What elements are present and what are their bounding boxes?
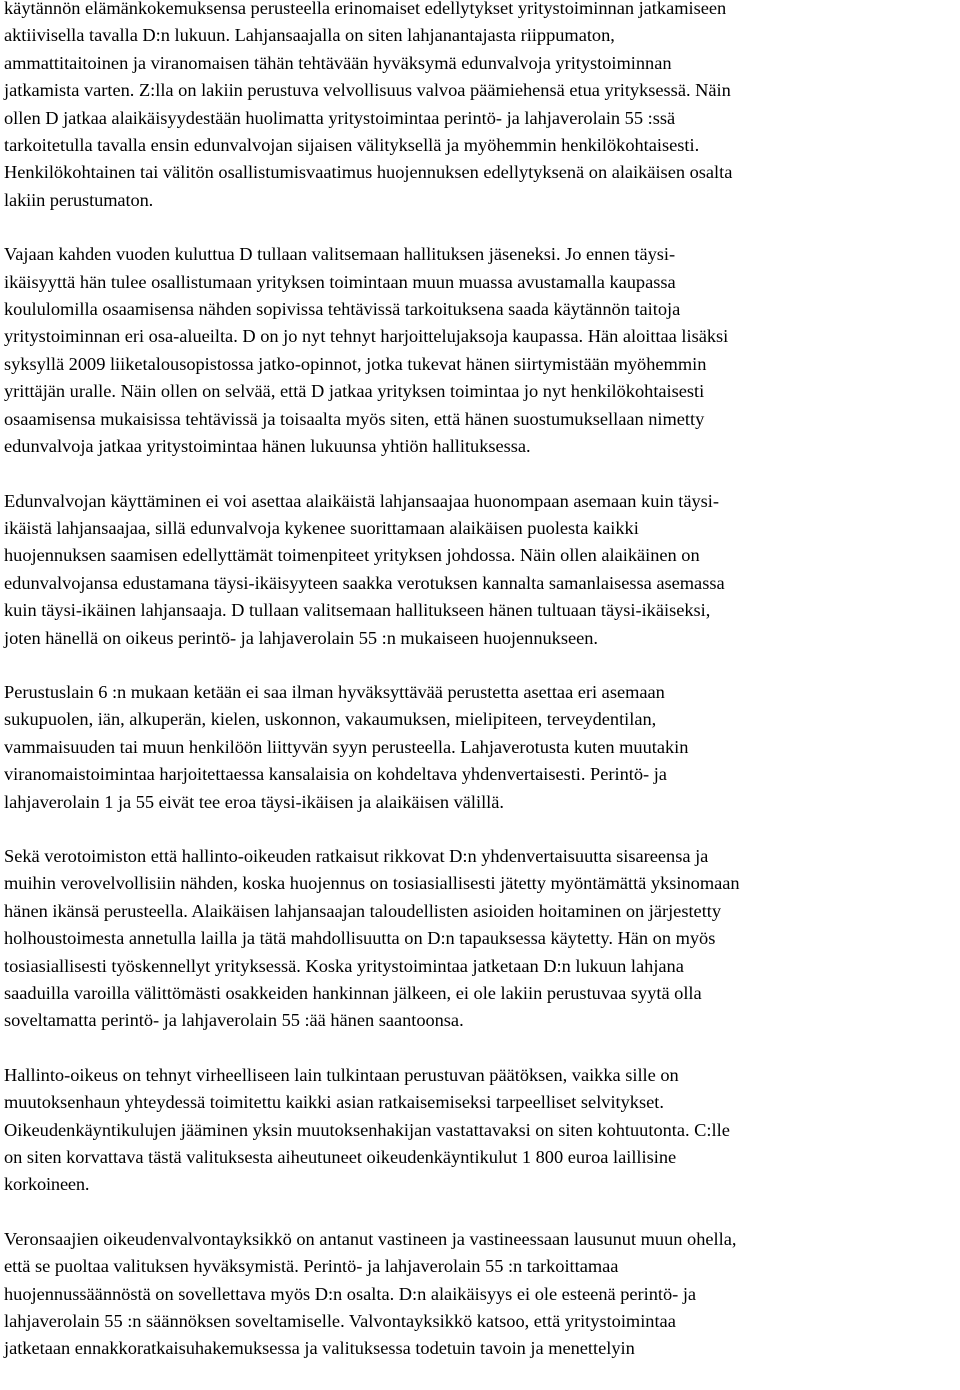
- paragraph: [4, 843, 960, 1035]
- text-line: että se puoltaa valituksen hyväksymistä. Perintö- ja lahjaverolain 55 :n tarkoittamaa: [4, 1256, 619, 1277]
- text-line: käytännön elämänkokemuksensa perusteella erinomaiset edellytykset yritystoiminnan jatkamiseen: [4, 0, 727, 18]
- paragraph: [4, 1226, 960, 1363]
- text-line: tarkoitetulla tavalla ensin edunvalvojan sijaisen välityksellä ja myöhemmin henkilökohtaisesti.: [4, 135, 700, 156]
- text-line: viranomaistoimintaa harjoitettaessa kansalaisia on kohdeltava yhdenvertaisesti. Perintö- ja: [4, 764, 667, 785]
- text-line: Vajaan kahden vuoden kuluttua D tullaan valitsemaan hallituksen jäseneksi. Jo ennen täysi-: [4, 244, 676, 265]
- document-page: [4, 0, 960, 1390]
- text-line: tosiasiallisesti työskennellyt yrityksessä. Koska yritystoimintaa jatketaan D:n lukuun lahjana: [4, 955, 684, 976]
- text-line: soveltamatta perintö- ja lahjaverolain 55 :ää hänen saantoonsa.: [4, 1010, 464, 1031]
- text-line: jatkamista varten. Z:lla on lakiin perustuva velvollisuus valvoa päämiehensä etua yrityksessä. Näin: [4, 80, 731, 101]
- text-line: Hallinto-oikeus on tehnyt virheelliseen lain tulkintaan perustuvan päätöksen, vaikka sille on: [4, 1064, 679, 1085]
- text-line: edunvalvojansa edustamana täysi-ikäisyyteen saakka verotuksen kannalta samanlaisessa asemassa: [4, 572, 725, 593]
- text-line: aktiivisella tavalla D:n lukuun. Lahjansaajalla on siten lahjanantajasta riippumaton,: [4, 25, 615, 46]
- text-line: lahjaverolain 55 :n säännöksen soveltamiselle. Valvontayksikkö katsoo, että yritystoimintaa: [4, 1311, 676, 1332]
- text-line: holhoustoimesta annetulla lailla ja tätä mahdollisuutta on D:n tapauksessa käytetty. Hän on myös: [4, 928, 716, 949]
- text-line: ikäistä lahjansaajaa, sillä edunvalvoja kykenee suorittamaan alaikäisen puolesta kaikki: [4, 517, 639, 538]
- text-line: muutoksenhaun yhteydessä toimitettu kaikki asian ratkaisemiseksi tarpeelliset selvitykset.: [4, 1092, 664, 1113]
- text-line: huojennussäännöstä on sovellettava myös D:n osalta. D:n alaikäisyys ei ole esteenä perintö- ja: [4, 1283, 697, 1304]
- text-line: Veronsaajien oikeudenvalvontayksikkö on antanut vastineen ja vastineessaan lausunut muun ohella,: [4, 1228, 737, 1249]
- text-line: osaamisensa mukaisissa tehtävissä ja toisaalta myös siten, että hänen suostumuksellaan nimetty: [4, 408, 705, 429]
- paragraph: [4, 241, 960, 460]
- paragraph: [4, 488, 960, 652]
- text-line: yritystoiminnan eri osa-alueilta. D on jo nyt tehnyt harjoittelujaksoja kaupassa. Hän aloittaa lisäksi: [4, 326, 729, 347]
- paragraph: [4, 0, 960, 214]
- text-line: korkoineen.: [4, 1174, 90, 1195]
- paragraph: [4, 679, 960, 816]
- text-line: ikäisyyttä hän tulee osallistumaan yrityksen toimintaan muun muassa avustamalla kaupassa: [4, 271, 676, 292]
- text-line: joten hänellä on oikeus perintö- ja lahjaverolain 55 :n mukaiseen huojennukseen.: [4, 627, 598, 648]
- text-line: edunvalvoja jatkaa yritystoimintaa hänen lukuunsa yhtiön hallituksessa.: [4, 436, 531, 457]
- paragraph: [4, 1062, 960, 1199]
- text-line: syksyllä 2009 liiketalousopistossa jatko-opinnot, jotka tukevat hänen siirtymistään myöhemmin: [4, 353, 707, 374]
- text-line: hänen ikänsä perusteella. Alaikäisen lahjansaajan taloudellisten asioiden hoitaminen on järjestetty: [4, 900, 722, 921]
- text-line: ammattitaitoinen ja viranomaisen tähän tehtävään hyväksymä edunvalvoja yritystoiminnan: [4, 52, 672, 73]
- text-line: Henkilökohtainen tai välitön osallistumisvaatimus huojennuksen edellytyksenä on alaikäisen osalta: [4, 162, 733, 183]
- text-line: koululomilla osaamisensa nähden sopivissa tehtävissä tarkoituksena saada käytännön taitoja: [4, 299, 681, 320]
- text-line: Oikeudenkäyntikulujen jääminen yksin muutoksenhakijan vastattavaksi on siten kohtuutonta. C:lle: [4, 1119, 730, 1140]
- text-line: sukupuolen, iän, alkuperän, kielen, uskonnon, vakaumuksen, mielipiteen, terveydentilan,: [4, 709, 657, 730]
- text-line: saaduilla varoilla välittömästi osakkeiden hankinnan jälkeen, ei ole lakiin perustuvaa syytä olla: [4, 983, 702, 1003]
- text-line: ollen D jatkaa alaikäisyydestään huolimatta yritystoimintaa perintö- ja lahjaverolain 55 :ssä: [4, 107, 676, 128]
- text-line: huojennuksen saamisen edellyttämät toimenpiteet yrityksen johdossa. Näin ollen alaikäinen on: [4, 545, 700, 566]
- text-line: muihin verovelvollisiin nähden, koska huojennus on tosiasiallisesti jätetty myöntämättä yksinomaan: [4, 873, 740, 894]
- text-line: lakiin perustumaton.: [4, 189, 154, 210]
- text-line: kuin täysi-ikäinen lahjansaaja. D tullaan valitsemaan hallitukseen hänen tultuaan täysi-ikäiseksi,: [4, 600, 711, 621]
- text-line: on siten korvattava tästä valituksesta aiheutuneet oikeudenkäyntikulut 1 800 euroa laillisine: [4, 1147, 677, 1168]
- text-line: lahjaverolain 1 ja 55 eivät tee eroa täysi-ikäisen ja alaikäisen välillä.: [4, 791, 504, 812]
- text-line: Sekä verotoimiston että hallinto-oikeuden ratkaisut rikkovat D:n yhdenvertaisuutta sisareensa ja: [4, 845, 709, 866]
- text-line: Perustuslain 6 :n mukaan ketään ei saa ilman hyväksyttävää perustetta asettaa eri asemaan: [4, 681, 665, 702]
- text-line: vammaisuuden tai muun henkilöön liittyvän syyn perusteella. Lahjaverotusta kuten muutakin: [4, 736, 689, 757]
- text-line: jatketaan ennakkoratkaisuhakemuksessa ja valituksessa todetuin tavoin ja menettelyin: [4, 1338, 635, 1359]
- text-line: yrittäjän uralle. Näin ollen on selvää, että D jatkaa yrityksen toimintaa jo nyt henkilökohtaisesti: [4, 381, 705, 402]
- text-line: Edunvalvojan käyttäminen ei voi asettaa alaikäistä lahjansaajaa huonompaan asemaan kuin täysi-: [4, 490, 719, 511]
